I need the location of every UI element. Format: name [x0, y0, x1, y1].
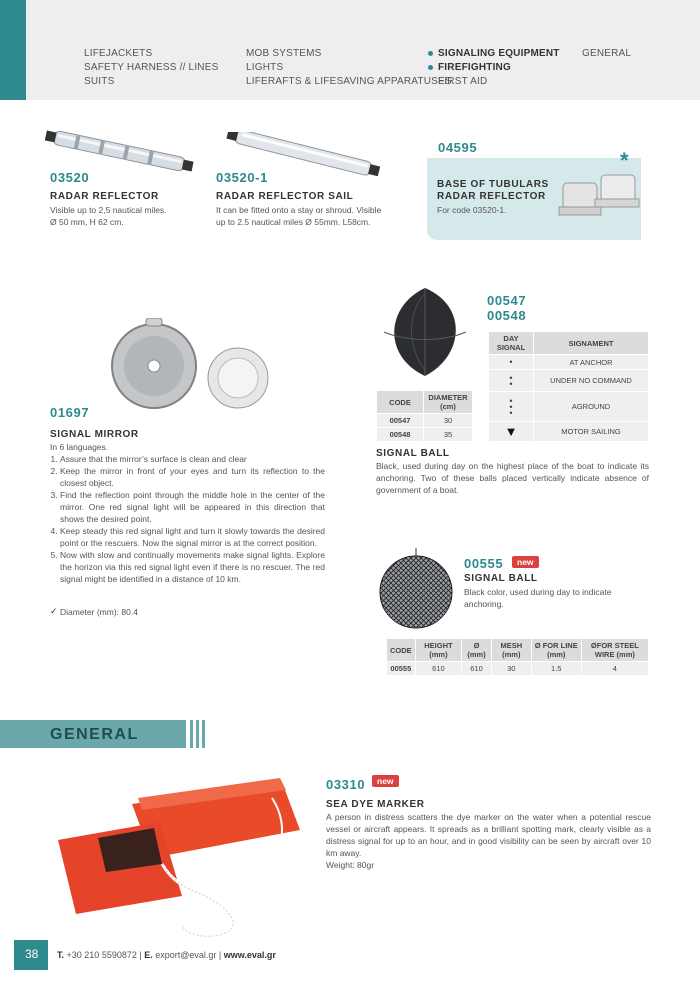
product-title: RADAR REFLECTOR SAIL: [216, 191, 354, 202]
product-code: 00555: [464, 556, 504, 571]
product-desc: Black, used during day on the highest place of the boat to indicate its anchoring. Two of these balls placed vertically indicate absence of government of a boat.: [376, 461, 649, 495]
table-row: • AT ANCHOR: [489, 355, 649, 370]
nav-lifejackets[interactable]: LIFEJACKETS: [84, 48, 153, 59]
product-title: SEA DYE MARKER: [326, 799, 425, 810]
active-dot-icon: [428, 65, 433, 70]
product-title: RADAR REFLECTOR: [50, 191, 159, 202]
mesh-ball-spec-table: [386, 638, 649, 676]
signal-ball-image: [378, 286, 472, 378]
diameter-table: [376, 390, 473, 442]
product-code: 03520-1: [216, 170, 268, 185]
section-stripe: [196, 720, 199, 748]
footer-contact: T. +30 210 5590872 | E. export@eval.gr | www.eval.gr: [57, 950, 276, 960]
nav-general[interactable]: GENERAL: [582, 48, 632, 59]
new-badge: new: [512, 556, 539, 568]
section-stripe: [190, 720, 193, 748]
product-code: 03520: [50, 170, 90, 185]
product-desc: Black color, used during day to indicate: [464, 587, 612, 597]
table-row: 00548 35: [377, 428, 473, 442]
product-title: SIGNAL MIRROR: [50, 429, 139, 440]
header-accent-bar: [0, 0, 26, 100]
nav-first-aid[interactable]: FIRST AID: [438, 76, 488, 87]
page-number: 38: [25, 947, 39, 961]
tubular-base-image: [555, 165, 640, 235]
product-desc: For code 03520-1.: [437, 205, 507, 215]
website-link[interactable]: www.eval.gr: [223, 950, 276, 960]
table-header: HEIGHT (mm): [415, 639, 462, 662]
product-code: 03310: [326, 777, 366, 792]
radar-reflector-image: [44, 130, 194, 175]
product-title: BASE OF TUBULARS: [437, 179, 549, 190]
product-title: RADAR REFLECTOR: [437, 191, 546, 202]
nav-firefighting[interactable]: FIREFIGHTING: [438, 62, 511, 73]
nav-safety-harness[interactable]: SAFETY HARNESS // LINES: [84, 62, 219, 73]
table-header: CODE: [387, 639, 416, 662]
table-header: Ø FOR LINE (mm): [531, 639, 581, 662]
instruction-step: 4. Keep steady this red signal light and turn it slowly towards the desired point or the rescuers. Now the signal mirror is at the correct position.: [60, 525, 325, 549]
instruction-step: 1. Assure that the mirror’s surface is clean and clear: [60, 453, 325, 465]
mesh-signal-ball-image: [376, 548, 456, 632]
sea-dye-marker-image: [42, 768, 304, 948]
table-header: DAY SIGNAL: [489, 332, 534, 355]
nav-mob-systems[interactable]: MOB SYSTEMS: [246, 48, 322, 59]
phone-label: T.: [57, 950, 65, 960]
table-row: • • UNDER NO COMMAND: [489, 370, 649, 392]
table-row: 00547 30: [377, 414, 473, 428]
table-header: DIAMETER (cm): [424, 391, 473, 414]
product-code: 04595: [438, 140, 478, 155]
nav-suits[interactable]: SUITS: [84, 76, 115, 87]
product-weight: Weight: 80gr: [326, 860, 375, 870]
day-signal-table: [488, 331, 649, 442]
nav-lights[interactable]: LIGHTS: [246, 62, 284, 73]
nav-signaling-equipment[interactable]: SIGNALING EQUIPMENT: [438, 48, 560, 59]
table-row: • • • AGROUND: [489, 392, 649, 422]
instruction-list: [50, 453, 325, 585]
table-header: CODE: [377, 391, 424, 414]
star-icon: *: [620, 148, 629, 173]
instruction-step: 3. Find the reflection point through the middle hole in the center of the mirror. One red signal light will be appeared in this direction that shows the desired point.: [60, 489, 325, 525]
table-row: ▼ MOTOR SAILING: [489, 422, 649, 442]
email-label: E.: [144, 950, 153, 960]
product-code: 00548: [487, 308, 527, 323]
table-header: SIGNAMENT: [534, 332, 649, 355]
product-desc: It can be fitted onto a stay or shroud. Visible: [216, 205, 382, 215]
table-row: 00555 610 610 30 1.5 4: [387, 662, 649, 676]
product-title: SIGNAL BALL: [464, 573, 538, 584]
triangle-down-icon: ▼: [489, 422, 534, 442]
day-signal-symbol: • •: [489, 370, 534, 392]
instruction-step: 5. Now with slow and continually movements make signal lights. Explore the horizon via this red signal light even if there is no rescuer. The red signal might be identified in a distance of 10 km.: [60, 549, 325, 585]
product-code: 01697: [50, 405, 90, 420]
product-desc: anchoring.: [464, 599, 504, 609]
signal-mirror-image: [110, 318, 310, 418]
product-title: SIGNAL BALL: [376, 448, 450, 459]
product-desc: Ø 50 mm, H 62 cm.: [50, 217, 124, 227]
nav-liferafts[interactable]: LIFERAFTS & LIFESAVING APPARATUSES: [246, 76, 452, 87]
email-link[interactable]: export@eval.gr: [155, 950, 217, 960]
day-signal-symbol: • • •: [489, 392, 534, 422]
product-spec: Diameter (mm): 80.4: [60, 607, 138, 617]
phone-number[interactable]: +30 210 5590872: [66, 950, 137, 960]
table-header: Ø (mm): [462, 639, 492, 662]
product-intro: In 6 languages.: [50, 442, 109, 452]
section-stripe: [202, 720, 205, 748]
new-badge: new: [372, 775, 399, 787]
product-desc: Visible up to 2,5 nautical miles.: [50, 205, 167, 215]
table-header: ØFOR STEEL WIRE (mm): [581, 639, 648, 662]
section-title: GENERAL: [50, 726, 139, 743]
product-desc: A person in distress scatters the dye marker on the water when a potential rescue vessel or aircraft appears. It spreads as a brilliant spotting mark, clearly visible as a distress signal for up to an hour, and in good visibility can be seen by aircraft over 10 km away.: [326, 812, 651, 858]
product-desc: up to 2.5 nautical miles Ø 55mm. L58cm.: [216, 217, 371, 227]
day-signal-symbol: •: [489, 355, 534, 370]
check-icon: ✓: [50, 606, 58, 616]
instruction-step: 2. Keep the mirror in front of your eyes and turn its reflection to the closest object.: [60, 465, 325, 489]
active-dot-icon: [428, 51, 433, 56]
table-header: MESH (mm): [491, 639, 531, 662]
product-code: 00547: [487, 293, 527, 308]
